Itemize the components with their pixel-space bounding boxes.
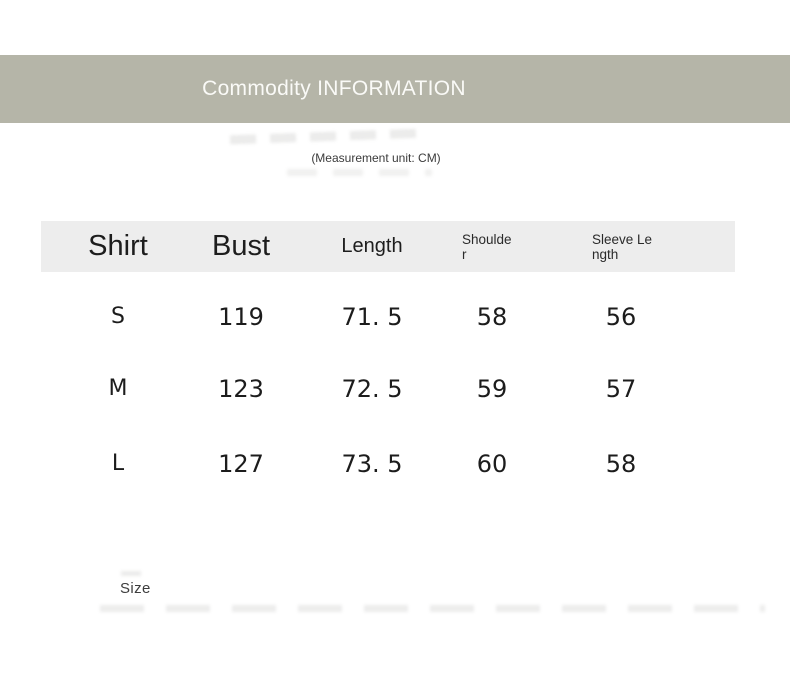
measurement-unit-note: (Measurement unit: CM) <box>311 151 441 165</box>
cell-size: S <box>111 304 125 329</box>
column-header-label: Shoulde r <box>462 231 512 262</box>
table-row-size-m <box>41 375 735 403</box>
cell-size: M <box>108 376 128 401</box>
table-row-size-l <box>41 450 735 478</box>
cell-length: 71. 5 <box>341 303 403 331</box>
cell-sleeve: 58 <box>605 450 637 478</box>
header-banner <box>0 55 790 123</box>
erased-text-artifact <box>100 605 765 612</box>
cell-shoulder: 58 <box>476 303 508 331</box>
cell-length: 73. 5 <box>341 450 403 478</box>
size-table-header-row <box>41 221 735 272</box>
column-header-length <box>301 235 443 258</box>
cell-shoulder: 59 <box>476 375 508 403</box>
column-header-shirt <box>41 230 181 263</box>
cell-length: 72. 5 <box>341 375 403 403</box>
column-header-label: Sleeve Le ngth <box>592 231 653 262</box>
column-header-label: Bust <box>211 230 271 262</box>
erased-text-artifact <box>287 169 432 176</box>
size-label: Size <box>120 580 151 597</box>
cell-sleeve: 57 <box>605 375 637 403</box>
column-header-label: Shirt <box>88 230 148 262</box>
cell-size: L <box>111 451 125 476</box>
column-header-sleeve-length <box>541 232 701 262</box>
column-header-label: Length <box>341 235 403 257</box>
cell-bust: 127 <box>218 450 264 478</box>
column-header-shoulder <box>443 232 541 262</box>
cell-bust: 119 <box>218 303 264 331</box>
erased-text-artifact <box>121 571 141 576</box>
page-title: Commodity INFORMATION <box>202 77 466 100</box>
erased-text-artifact <box>230 129 420 145</box>
cell-shoulder: 60 <box>476 450 508 478</box>
column-header-bust <box>181 230 301 263</box>
cell-bust: 123 <box>218 375 264 403</box>
cell-sleeve: 56 <box>605 303 637 331</box>
table-row-size-s <box>41 303 735 331</box>
